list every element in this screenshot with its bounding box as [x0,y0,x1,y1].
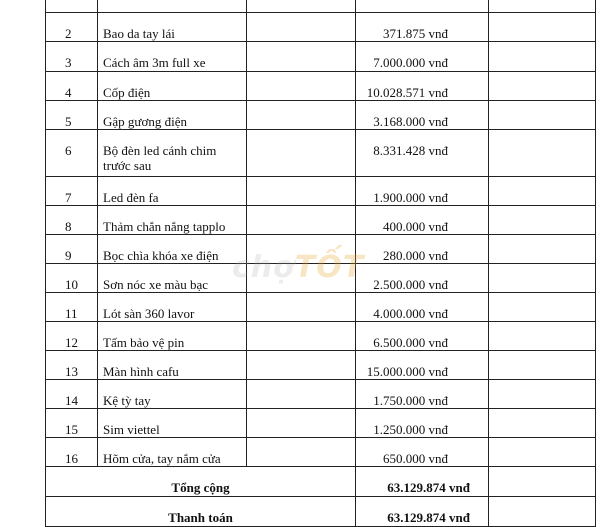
total-row-label: Tổng cộng [46,467,356,497]
empty-cell [247,177,356,206]
table-cell [46,0,98,13]
table-row-partial [46,0,596,13]
item-price: 7.000.000 vnđ [356,42,489,72]
table-row [46,206,596,235]
item-price: 4.000.000 vnđ [356,293,489,322]
total-row-amount: 63.129.874 vnđ [356,467,489,497]
item-price: 650.000 vnđ [356,438,489,467]
item-name: Thảm chắn nắng tapplo [98,206,247,235]
item-price: 1.250.000 vnđ [356,409,489,438]
empty-cell [247,13,356,42]
empty-cell [489,322,596,351]
empty-cell [489,351,596,380]
item-name: Lót sàn 360 lavor [98,293,247,322]
item-name: Led đèn fa [98,177,247,206]
table-row [46,177,596,206]
empty-cell [489,497,596,527]
item-name: Gập gương điện [98,101,247,130]
payment-row [46,497,596,527]
payment-row-label: Thanh toán [46,497,356,527]
empty-cell [489,13,596,42]
empty-cell [489,42,596,72]
row-number: 8 [46,206,98,235]
empty-cell [489,235,596,264]
row-number: 12 [46,322,98,351]
table-row [46,101,596,130]
table-row [46,409,596,438]
empty-cell [247,351,356,380]
table-row [46,72,596,101]
empty-cell [247,264,356,293]
empty-cell [489,380,596,409]
table-row [46,293,596,322]
empty-cell [247,72,356,101]
table-row [46,42,596,72]
row-number: 4 [46,72,98,101]
table-row [46,438,596,467]
item-price: 1.750.000 vnđ [356,380,489,409]
table-row [46,380,596,409]
table-row [46,235,596,264]
row-number: 15 [46,409,98,438]
payment-row-amount: 63.129.874 vnđ [356,497,489,527]
item-name: Bộ đèn led cánh chim trước sau [98,130,247,177]
empty-cell [489,467,596,497]
row-number: 7 [46,177,98,206]
item-price: 2.500.000 vnđ [356,264,489,293]
item-price: 8.331.428 vnđ [356,130,489,177]
item-price: 15.000.000 vnđ [356,351,489,380]
table-row [46,13,596,42]
item-price: 1.900.000 vnđ [356,177,489,206]
empty-cell [489,264,596,293]
row-number: 6 [46,130,98,177]
empty-cell [489,101,596,130]
item-name: Màn hình cafu [98,351,247,380]
item-name: Sim viettel [98,409,247,438]
row-number: 9 [46,235,98,264]
item-name: Tấm bảo vệ pin [98,322,247,351]
row-number: 11 [46,293,98,322]
table-cell [356,0,489,13]
item-name: Cốp điện [98,72,247,101]
item-price: 371.875 vnđ [356,13,489,42]
watermark-logo: chợTỐT [232,250,365,285]
row-number: 14 [46,380,98,409]
empty-cell [489,177,596,206]
table-cell [489,0,596,13]
table-row [46,322,596,351]
row-number: 3 [46,42,98,72]
empty-cell [489,72,596,101]
item-name: Cách âm 3m full xe [98,42,247,72]
item-name: Kệ tỳ tay [98,380,247,409]
table-cell [247,0,356,13]
item-name: Sơn nóc xe màu bạc [98,264,247,293]
empty-cell [489,409,596,438]
total-row [46,467,596,497]
empty-cell [247,438,356,467]
empty-cell [247,130,356,177]
empty-cell [247,380,356,409]
empty-cell [247,322,356,351]
row-number: 10 [46,264,98,293]
row-number: 16 [46,438,98,467]
row-number: 2 [46,13,98,42]
empty-cell [247,101,356,130]
table-cell [98,0,247,13]
item-name: Hõm cửa, tay nắm cửa [98,438,247,467]
empty-cell [247,206,356,235]
item-price: 6.500.000 vnđ [356,322,489,351]
table-row [46,264,596,293]
item-name: Bọc chìa khóa xe điện [98,235,247,264]
empty-cell [489,206,596,235]
empty-cell [247,409,356,438]
row-number: 5 [46,101,98,130]
row-number: 13 [46,351,98,380]
table-row [46,130,596,177]
item-price: 280.000 vnđ [356,235,489,264]
empty-cell [489,438,596,467]
empty-cell [489,293,596,322]
table-row [46,351,596,380]
item-price: 10.028.571 vnđ [356,72,489,101]
item-price: 3.168.000 vnđ [356,101,489,130]
empty-cell [247,293,356,322]
empty-cell [247,42,356,72]
item-name: Bao da tay lái [98,13,247,42]
item-price: 400.000 vnđ [356,206,489,235]
price-table [45,0,596,527]
empty-cell [489,130,596,177]
empty-cell [247,235,356,264]
